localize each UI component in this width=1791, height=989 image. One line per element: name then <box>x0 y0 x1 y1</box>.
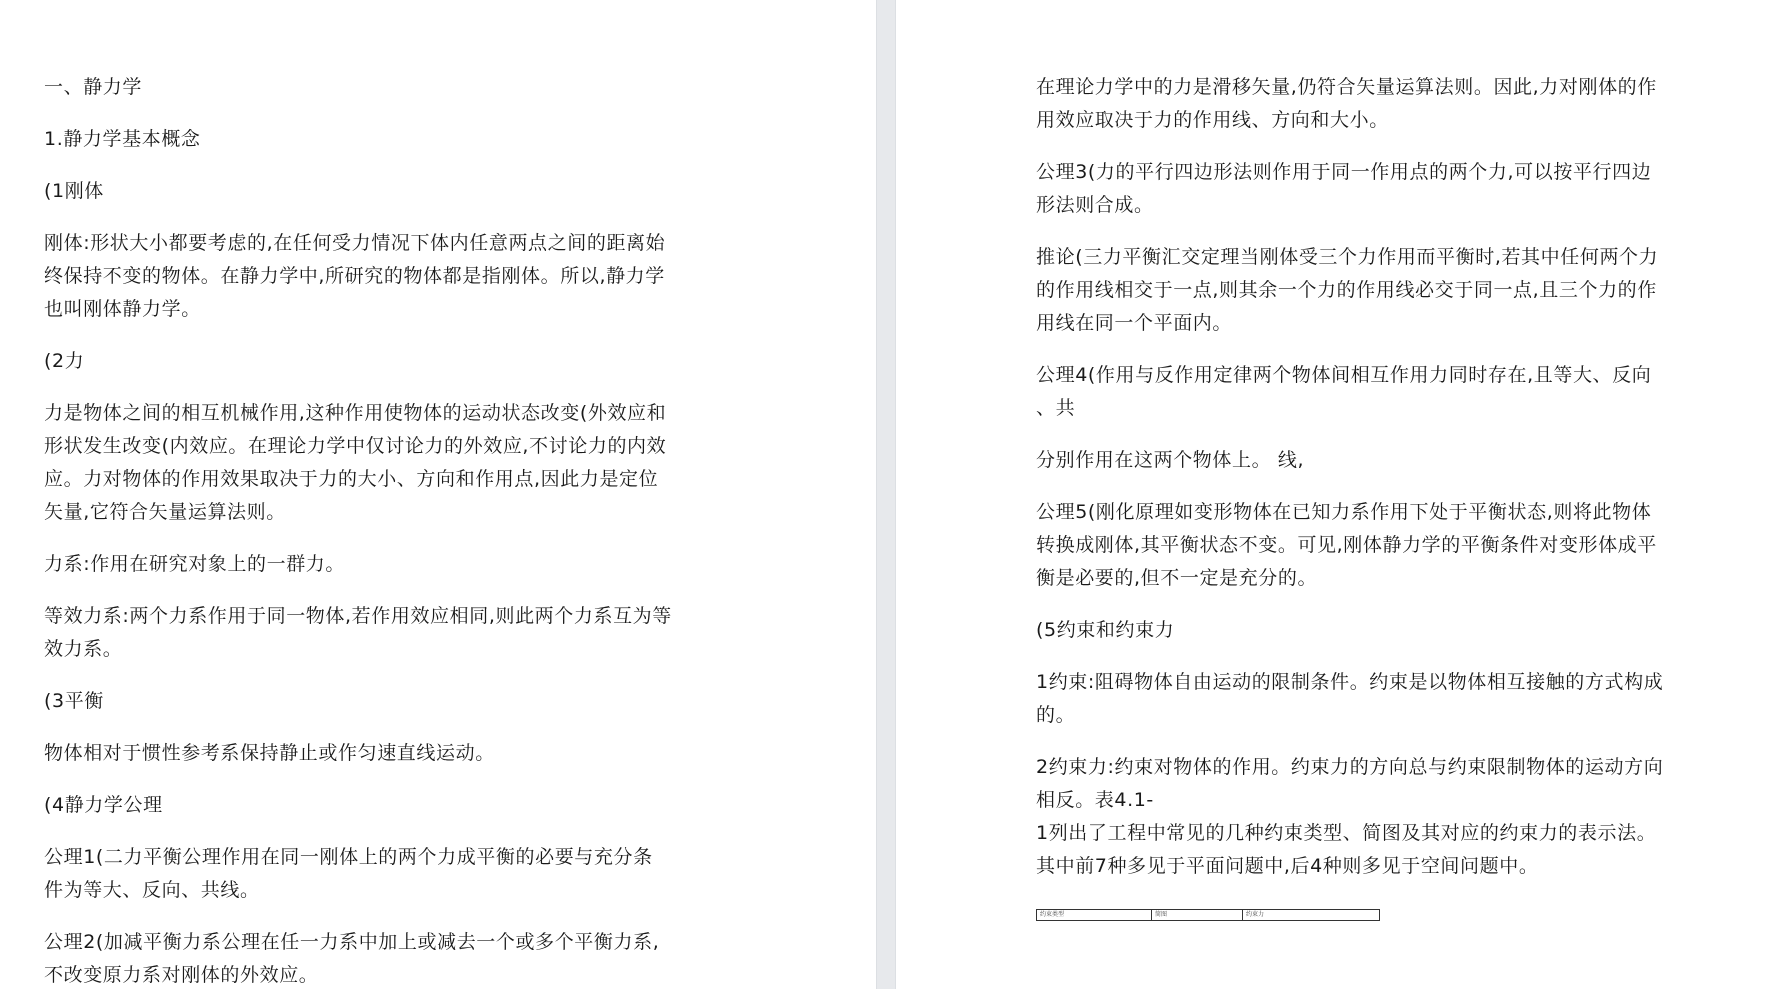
item-heading: (5约束和约束力 <box>1036 619 1175 641</box>
paragraph: 1约束:阻碍物体自由运动的限制条件。约束是以物体相互接触的方式构成 的。 <box>1036 671 1664 726</box>
page-left-text <box>44 71 744 989</box>
paragraph: 公理5(刚化原理如变形物体在已知力系作用下处于平衡状态,则将此物体 转换成刚体,其平衡状态不变。可见,刚体静力学的平衡条件对变形体成平 衡是必要的,但不一定是充分的。 <box>1036 501 1657 589</box>
table-header-cell: 简图 <box>1152 910 1243 920</box>
paragraph: 公理3(力的平行四边形法则作用于同一作用点的两个力,可以按平行四边 形法则合成。 <box>1036 161 1652 216</box>
paragraph: 力是物体之间的相互机械作用,这种作用使物体的运动状态改变(外效应和 形状发生改变(内效应。在理论力学中仅讨论力的外效应,不讨论力的内效 应。力对物体的作用效果取决于力的大小、方向和作用点,因此力是定位 矢量,它符合矢量运算法则。 <box>44 402 667 523</box>
table-header-cell: 约束类型 <box>1037 910 1152 920</box>
paragraph: 在理论力学中的力是滑移矢量,仍符合矢量运算法则。因此,力对刚体的作 用效应取决于力的作用线、方向和大小。 <box>1036 76 1657 131</box>
paragraph: 物体相对于惯性参考系保持静止或作匀速直线运动。 <box>44 742 495 764</box>
paragraph: 刚体:形状大小都要考虑的,在任何受力情况下体内任意两点之间的距离始 终保持不变的物体。在静力学中,所研究的物体都是指刚体。所以,静力学 也叫刚体静力学。 <box>44 232 666 320</box>
paragraph: 力系:作用在研究对象上的一群力。 <box>44 553 346 575</box>
page-gutter <box>876 0 896 989</box>
item-heading: (2力 <box>44 350 85 372</box>
paragraph: 公理1(二力平衡公理作用在同一刚体上的两个力成平衡的必要与充分条 件为等大、反向、共线。 <box>44 846 653 901</box>
page-right-text <box>1036 71 1736 921</box>
item-heading: (1刚体 <box>44 180 104 202</box>
paragraph: 1列出了工程中常见的几种约束类型、简图及其对应的约束力的表示法。 其中前7种多见于平面问题中,后4种则多见于空间问题中。 <box>1036 822 1657 877</box>
paragraph: 2约束力:约束对物体的作用。约束力的方向总与约束限制物体的运动方向 相反。表4.1- <box>1036 756 1664 811</box>
document-page-right <box>896 0 1791 989</box>
paragraph: 分别作用在这两个物体上。 线, <box>1036 449 1305 471</box>
paragraph: 公理4(作用与反作用定律两个物体间相互作用力同时存在,且等大、反向 、共 <box>1036 364 1652 419</box>
paragraph: 公理2(加减平衡力系公理在任一力系中加上或减去一个或多个平衡力系, 不改变原力系对刚体的外效应。 <box>44 931 660 986</box>
paragraph: 等效力系:两个力系作用于同一物体,若作用效应相同,则此两个力系互为等 效力系。 <box>44 605 672 660</box>
subsection-heading: 1.静力学基本概念 <box>44 128 201 150</box>
item-heading: (3平衡 <box>44 690 104 712</box>
document-page-left <box>0 0 876 989</box>
table-header-cell: 约束力 <box>1246 911 1265 918</box>
section-heading: 一、静力学 <box>44 76 143 98</box>
constraint-table-header <box>1036 909 1380 921</box>
item-heading: (4静力学公理 <box>44 794 163 816</box>
paragraph: 推论(三力平衡汇交定理当刚体受三个力作用而平衡时,若其中任何两个力 的作用线相交于一点,则其余一个力的作用线必交于同一点,且三个力的作 用线在同一个平面内。 <box>1036 246 1659 334</box>
